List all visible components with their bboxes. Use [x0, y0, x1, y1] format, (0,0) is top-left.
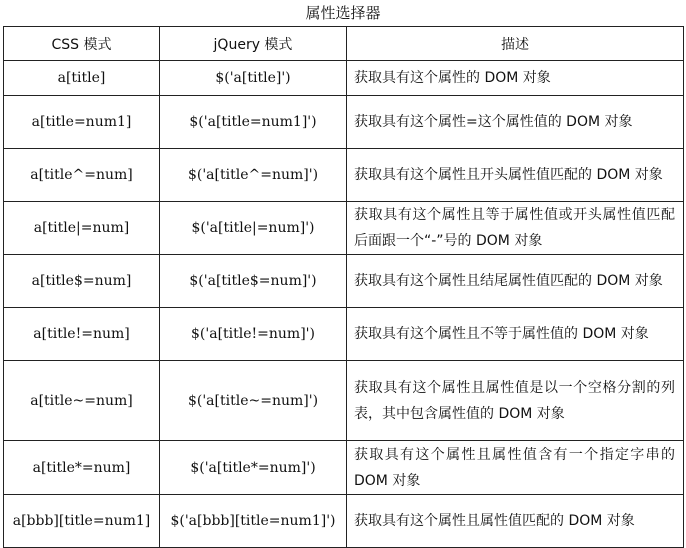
table-row [4, 149, 684, 202]
css-pattern-cell: a[title*=num] [4, 441, 160, 495]
jquery-pattern-cell: $('a[title~=num]') [160, 361, 347, 441]
css-pattern-cell: a[bbb][title=num1] [4, 495, 160, 548]
jquery-pattern-cell: $('a[title*=num]') [160, 441, 347, 495]
table-row [4, 96, 684, 149]
css-pattern-cell: a[title] [4, 61, 160, 96]
table-header-row [4, 27, 684, 61]
table-row [4, 255, 684, 308]
description-cell: 获取具有这个属性且属性值是以一个空格分割的列表，其中包含属性值的 DOM 对象 [347, 361, 684, 441]
css-pattern-cell: a[title|=num] [4, 202, 160, 255]
table-row [4, 361, 684, 441]
jquery-pattern-cell: $('a[title|=num]') [160, 202, 347, 255]
table-row [4, 495, 684, 548]
jquery-pattern-cell: $('a[title^=num]') [160, 149, 347, 202]
description-cell: 获取具有这个属性且不等于属性值的 DOM 对象 [347, 308, 684, 361]
description-cell: 获取具有这个属性且等于属性值或开头属性值匹配后面跟一个“-”号的 DOM 对象 [347, 202, 684, 255]
jquery-pattern-cell: $('a[bbb][title=num1]') [160, 495, 347, 548]
jquery-pattern-cell: $('a[title!=num]') [160, 308, 347, 361]
css-pattern-cell: a[title^=num] [4, 149, 160, 202]
table-row [4, 202, 684, 255]
header-jquery-pattern: jQuery 模式 [160, 27, 347, 61]
table-row [4, 308, 684, 361]
header-description: 描述 [347, 27, 684, 61]
description-cell: 获取具有这个属性的 DOM 对象 [347, 61, 684, 96]
jquery-pattern-cell: $('a[title=num1]') [160, 96, 347, 149]
css-pattern-cell: a[title$=num] [4, 255, 160, 308]
jquery-pattern-cell: $('a[title]') [160, 61, 347, 96]
table-row [4, 61, 684, 96]
table-caption: 属性选择器 [305, 4, 381, 22]
css-pattern-cell: a[title!=num] [4, 308, 160, 361]
attribute-selector-table [3, 26, 684, 548]
description-cell: 获取具有这个属性且结尾属性值匹配的 DOM 对象 [347, 255, 684, 308]
jquery-pattern-cell: $('a[title$=num]') [160, 255, 347, 308]
description-cell: 获取具有这个属性=这个属性值的 DOM 对象 [347, 96, 684, 149]
header-css-pattern: CSS 模式 [4, 27, 160, 61]
description-cell: 获取具有这个属性且属性值匹配的 DOM 对象 [347, 495, 684, 548]
description-cell: 获取具有这个属性且属性值含有一个指定字串的 DOM 对象 [347, 441, 684, 495]
table-row [4, 441, 684, 495]
css-pattern-cell: a[title=num1] [4, 96, 160, 149]
description-cell: 获取具有这个属性且开头属性值匹配的 DOM 对象 [347, 149, 684, 202]
css-pattern-cell: a[title~=num] [4, 361, 160, 441]
